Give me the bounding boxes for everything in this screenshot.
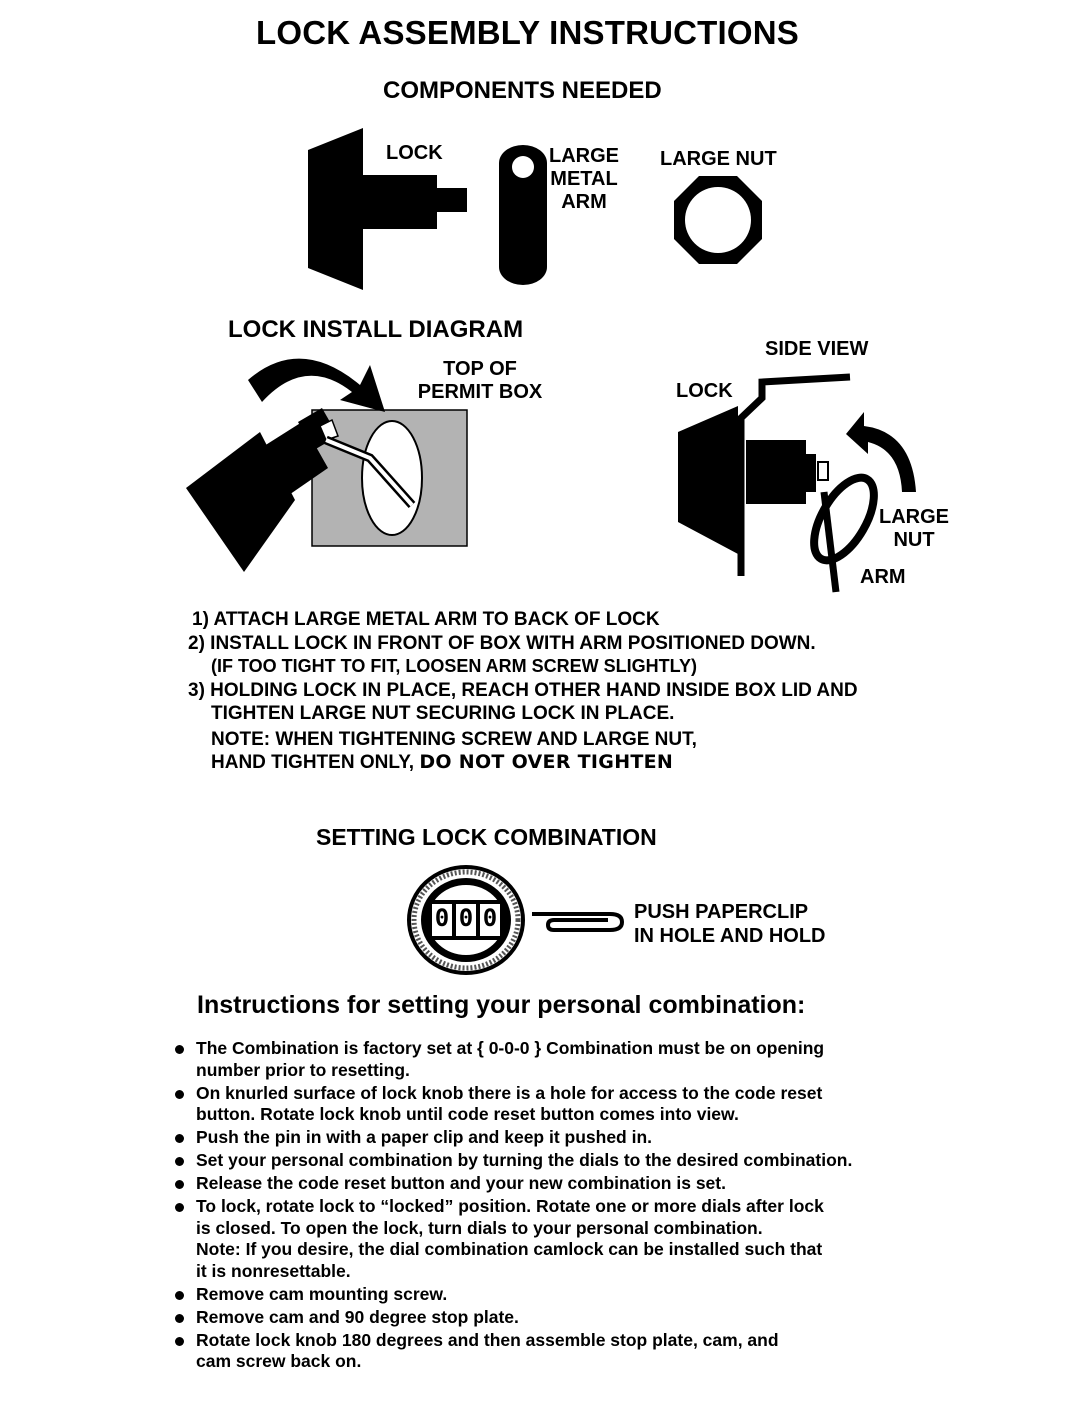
top-label-line-2: PERMIT BOX bbox=[417, 381, 543, 403]
arm-label-line-2: METAL bbox=[550, 168, 618, 190]
step-2: 2) INSTALL LOCK IN FRONT OF BOX WITH ARM POSITIONED DOWN. bbox=[188, 632, 816, 654]
bullet-icon bbox=[175, 1337, 184, 1346]
arm-label bbox=[548, 145, 620, 214]
side-view-install-diagram bbox=[676, 374, 926, 594]
list-item bbox=[170, 1038, 852, 1081]
large-nut-label: LARGE NUT bbox=[660, 148, 777, 170]
paperclip-instruction bbox=[634, 900, 825, 948]
bullet-6-line-4: it is nonresettable. bbox=[196, 1260, 351, 1281]
bullet-9-line-2: cam screw back on. bbox=[196, 1351, 362, 1371]
list-item bbox=[170, 1284, 852, 1306]
bullet-7-line-1: Remove cam mounting screw. bbox=[196, 1283, 448, 1304]
bullet-6-line-3: Note: If you desire, the dial combination camlock can be installed such that bbox=[196, 1239, 823, 1259]
bullet-1-line-1: The Combination is factory set at { 0-0-0 } Combination must be on opening bbox=[196, 1038, 825, 1058]
note-line-2-text: HAND TIGHTEN ONLY, bbox=[211, 752, 420, 773]
arm-label-line-1: LARGE bbox=[549, 145, 619, 167]
note-line-2 bbox=[188, 751, 858, 775]
bullet-8-line-1: Remove cam and 90 degree stop plate. bbox=[196, 1306, 519, 1327]
step-3-line-2: TIGHTEN LARGE NUT SECURING LOCK IN PLACE. bbox=[211, 703, 675, 724]
personal-combination-list bbox=[170, 1038, 852, 1374]
bullet-3-line-1: Push the pin in with a paper clip and keep it pushed in. bbox=[196, 1127, 653, 1147]
bullet-9-line-1: Rotate lock knob 180 degrees and then assemble stop plate, cam, and bbox=[196, 1329, 779, 1350]
side-arm-label: ARM bbox=[860, 566, 906, 588]
step-3-line-1: 3) HOLDING LOCK IN PLACE, REACH OTHER HAND INSIDE BOX LID AND bbox=[188, 679, 858, 701]
paperclip-icon bbox=[530, 908, 626, 936]
large-metal-arm-icon bbox=[498, 144, 548, 286]
list-item bbox=[170, 1307, 852, 1329]
list-item bbox=[170, 1127, 852, 1149]
combination-heading: SETTING LOCK COMBINATION bbox=[316, 824, 657, 850]
step-2-note: (IF TOO TIGHT TO FIT, LOOSEN ARM SCREW SLIGHTLY) bbox=[211, 656, 697, 676]
bullet-icon bbox=[175, 1090, 184, 1099]
bullet-icon bbox=[175, 1180, 184, 1189]
list-item bbox=[170, 1330, 852, 1373]
note-line-1: NOTE: WHEN TIGHTENING SCREW AND LARGE NUT, bbox=[211, 728, 697, 750]
step-1: 1) ATTACH LARGE METAL ARM TO BACK OF LOCK bbox=[192, 609, 660, 630]
bullet-2-line-1: On knurled surface of lock knob there is a hole for access to the code reset bbox=[196, 1082, 823, 1103]
top-view-install-diagram bbox=[180, 340, 480, 580]
bullet-2-line-2: button. Rotate lock knob until code reset button comes into view. bbox=[196, 1104, 739, 1124]
components-heading: COMPONENTS NEEDED bbox=[383, 77, 662, 104]
install-diagram-heading: LOCK INSTALL DIAGRAM bbox=[228, 316, 524, 343]
side-view-label: SIDE VIEW bbox=[765, 338, 869, 360]
bullet-icon bbox=[175, 1157, 184, 1166]
dial-1[interactable]: 0 bbox=[434, 904, 450, 932]
list-item bbox=[170, 1173, 852, 1195]
over-tighten-warning: DO NOT OVER TIGHTEN bbox=[419, 751, 674, 773]
side-lock-label: LOCK bbox=[676, 380, 733, 402]
side-nut-label-line-1: LARGE bbox=[879, 506, 949, 528]
bullet-1-line-2: number prior to resetting. bbox=[196, 1059, 410, 1080]
paperclip-line-1: PUSH PAPERCLIP bbox=[634, 901, 809, 923]
bullet-5-line-1: Release the code reset button and your new combination is set. bbox=[196, 1173, 726, 1193]
bullet-icon bbox=[175, 1314, 184, 1323]
bullet-icon bbox=[175, 1291, 184, 1300]
list-item bbox=[170, 1083, 852, 1126]
install-steps bbox=[188, 608, 858, 775]
bullet-icon bbox=[175, 1134, 184, 1143]
top-label-line-1: TOP OF bbox=[443, 358, 517, 380]
bullet-6-line-2: is closed. To open the lock, turn dials to your personal combination. bbox=[196, 1217, 763, 1238]
dial-2[interactable]: 0 bbox=[458, 904, 474, 932]
bullet-icon bbox=[175, 1203, 184, 1212]
lock-label: LOCK bbox=[386, 142, 443, 164]
bullet-4-line-1: Set your personal combination by turning the dials to the desired combination. bbox=[196, 1150, 853, 1170]
side-nut-label-line-2: NUT bbox=[893, 529, 935, 551]
side-nut-label bbox=[878, 506, 950, 552]
paperclip-line-2: IN HOLE AND HOLD bbox=[634, 925, 826, 947]
bullet-icon bbox=[175, 1045, 184, 1054]
list-item bbox=[170, 1196, 852, 1282]
bullet-6-line-1: To lock, rotate lock to “locked” position. Rotate one or more dials after lock bbox=[196, 1196, 824, 1216]
list-item bbox=[170, 1150, 852, 1172]
dial-3[interactable]: 0 bbox=[482, 904, 498, 932]
arm-label-line-3: ARM bbox=[561, 191, 607, 213]
page-title: LOCK ASSEMBLY INSTRUCTIONS bbox=[255, 14, 800, 51]
large-nut-icon bbox=[672, 174, 764, 266]
personal-combination-heading: Instructions for setting your personal combination: bbox=[197, 991, 806, 1019]
